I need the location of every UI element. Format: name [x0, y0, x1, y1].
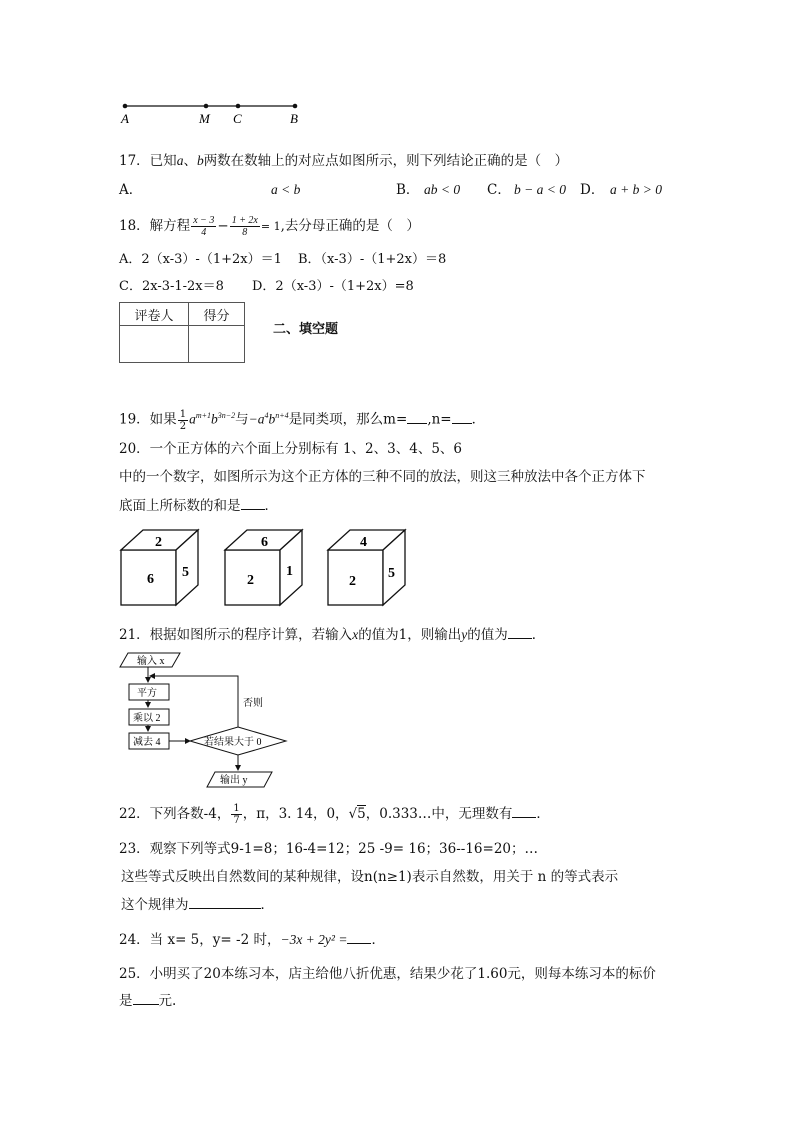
q20-line-2: 中的一个数字，如图所示为这个正方体的三种不同的放法，则这三种放法中各个正方体下	[119, 469, 646, 485]
q19-stem: 19．如果 $\frac{1}{2}$ $a^{m+1}b^{3n-2}$与$-a^4b^{n+4}$是同类项，那么m= ,n= ．	[119, 408, 486, 432]
flowchart	[118, 650, 298, 792]
flow-subtract-label: 减去 4	[133, 737, 161, 748]
q18-option-d: D．2（x-3）-（1+2x）=8	[252, 279, 414, 294]
cube-2-side: 1	[286, 564, 293, 579]
q25-line-1: 25．小明买了20本练习本，店主给他八折优惠，结果少花了1.60元，则每本练习本的标价	[119, 966, 656, 982]
flow-condition-label: 若结果大于 0	[204, 737, 262, 748]
q18-option-c: C．2x-3-1-2x＝8	[119, 279, 224, 294]
flow-output-label: 输出 y	[220, 775, 248, 786]
q17-option-b: ab < 0	[424, 182, 461, 197]
q21-answer-blank[interactable]	[508, 625, 532, 639]
flow-input-label: 输入 x	[137, 656, 165, 667]
q17-option-d: a + b > 0	[610, 182, 662, 197]
q20-line-3: 底面上所标数的和是 ．	[119, 498, 278, 514]
q17-option-d-label: D．	[580, 182, 605, 198]
q18-fraction-1: $\frac{x - 3}{4}$	[193, 215, 215, 238]
q25-line-2: 是 元.	[119, 993, 177, 1009]
score-header: 得分	[189, 303, 245, 326]
cube-2	[225, 530, 302, 605]
q18-fraction-2: $\frac{1 + 2x}{8}$	[231, 215, 258, 238]
q25-answer-blank[interactable]	[133, 991, 159, 1005]
flow-square-label: 平方	[137, 688, 157, 699]
q18-option-b: B．（x-3）-（1+2x）＝8	[298, 252, 447, 267]
point-m-dot	[204, 104, 209, 109]
q21-stem: 21．根据如图所示的程序计算，若输入x的值为1，则输出y的值为 ．	[119, 627, 546, 643]
point-a-dot	[123, 104, 128, 109]
grader-cell[interactable]	[120, 326, 189, 363]
point-b-label: B	[290, 111, 298, 126]
point-c-dot	[236, 104, 241, 109]
section-title-fill-blank: 二、填空题	[273, 322, 339, 337]
q20-answer-blank[interactable]	[241, 496, 265, 510]
q19-blank-m[interactable]	[407, 410, 427, 424]
point-a-label: A	[121, 111, 129, 126]
q17-option-c: b − a < 0	[514, 182, 566, 197]
cube-3-top: 4	[360, 535, 367, 550]
cube-1-side: 5	[182, 565, 189, 580]
q24-answer-blank[interactable]	[347, 930, 371, 944]
q19-fraction: $\frac{1}{2}$	[179, 408, 187, 432]
cube-3-side: 5	[388, 566, 395, 581]
grader-header: 评卷人	[120, 303, 189, 326]
cube-1-front: 6	[147, 572, 154, 587]
point-c-label: C	[233, 111, 242, 126]
q17-stem: 17．已知a、b两数在数轴上的对应点如图所示，则下列结论正确的是（ ）	[119, 153, 569, 169]
q20-line-1: 20．一个正方体的六个面上分别标有 1、2、3、4、5、6	[119, 441, 463, 457]
q23-line-2: 这些等式反映出自然数间的某种规律，设n(n≥1)表示自然数，用关于 n 的等式表示	[121, 869, 619, 885]
score-cell[interactable]	[189, 326, 245, 363]
flow-multiply-label: 乘以 2	[133, 713, 161, 724]
point-m-label: M	[199, 111, 210, 126]
q22-stem: 22．下列各数-4， $\frac{1}{7}$ ，π，3. 14，0，√5，0.333…中，无理数有 ．	[119, 803, 550, 826]
cube-3-front: 2	[349, 574, 356, 589]
q17-option-a: a < b	[271, 182, 301, 197]
q23-line-1: 23．观察下列等式9-1=8；16-4=12；25 -9= 16；36--16=20；…	[119, 841, 539, 857]
flow-else-label: 否则	[243, 698, 263, 709]
q19-blank-n[interactable]	[452, 410, 472, 424]
q17-option-c-label: C．	[487, 182, 511, 198]
q22-fraction: $\frac{1}{7}$	[233, 803, 240, 826]
q22-answer-blank[interactable]	[512, 804, 536, 818]
q17-option-a-label: A．	[119, 182, 143, 198]
cube-3	[328, 530, 405, 605]
point-b-dot	[293, 104, 298, 109]
number-line	[115, 98, 315, 130]
cube-figures	[118, 528, 418, 610]
q18-stem: 18．解方程 $\frac{x - 3}{4}$ − $\frac{1 + 2x}{8}$ = 1,去分母正确的是（ ）	[119, 215, 420, 238]
grading-table	[119, 302, 245, 363]
q23-answer-blank[interactable]	[189, 895, 261, 909]
cube-2-top: 6	[261, 535, 268, 550]
q23-line-3: 这个规律为 ．	[121, 897, 274, 913]
cube-2-front: 2	[247, 573, 254, 588]
q18-option-a: A．2（x-3）-（1+2x）＝1	[119, 252, 282, 267]
q24-stem: 24．当 x= 5，y= -2 时，−3x + 2y² = ．	[119, 932, 385, 948]
cube-1	[121, 530, 198, 605]
sqrt-symbol: √	[348, 806, 358, 822]
cube-1-top: 2	[155, 535, 162, 550]
q17-option-b-label: B．	[396, 182, 420, 198]
